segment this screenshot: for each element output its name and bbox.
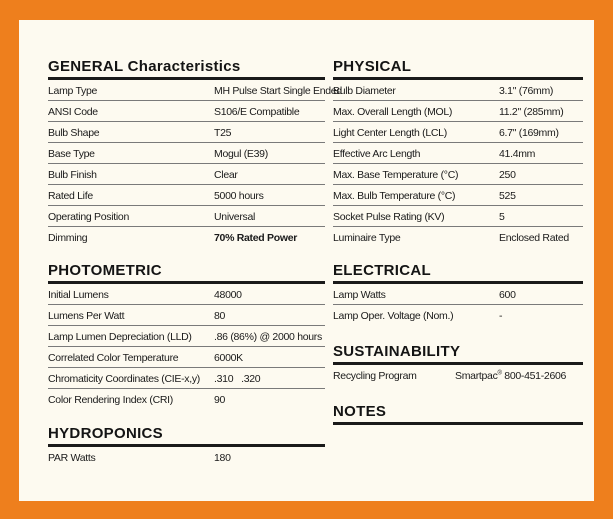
- spec-label: Operating Position: [48, 211, 129, 223]
- spec-row: [48, 164, 325, 185]
- electrical-rows: [333, 284, 583, 325]
- electrical-section: [333, 262, 583, 325]
- spec-row: [48, 185, 325, 206]
- spec-label: Lamp Type: [48, 85, 98, 97]
- spec-label: Bulb Diameter: [333, 85, 396, 97]
- spec-value: 80: [214, 310, 226, 322]
- spec-sheet: [19, 20, 594, 501]
- hydroponics-section: [48, 425, 325, 467]
- spec-label: Lamp Oper. Voltage (Nom.): [333, 310, 454, 322]
- spec-value: 600: [499, 289, 516, 301]
- spec-label: Rated Life: [48, 190, 93, 202]
- physical-rows: [333, 80, 583, 247]
- spec-row: [333, 185, 583, 206]
- electrical-title: ELECTRICAL: [333, 262, 431, 279]
- spec-value: 11.2" (285mm): [499, 106, 564, 118]
- sustainability-rows: [333, 365, 583, 385]
- spec-value: 6.7" (169mm): [499, 127, 559, 139]
- spec-value: T25: [214, 127, 232, 139]
- spec-value: -: [499, 310, 503, 322]
- spec-row: [333, 164, 583, 185]
- hydroponics-title: HYDROPONICS: [48, 425, 163, 442]
- hydroponics-rows: [48, 447, 325, 467]
- spec-label: Socket Pulse Rating (KV): [333, 211, 445, 223]
- general-rows: [48, 80, 342, 247]
- spec-label: Light Center Length (LCL): [333, 127, 447, 139]
- spec-label: Dimming: [48, 232, 88, 244]
- spec-row: [48, 122, 325, 143]
- spec-value: Clear: [214, 169, 238, 181]
- spec-value: 180: [214, 452, 231, 464]
- spec-label: Color Rendering Index (CRI): [48, 394, 173, 406]
- spec-row: [48, 143, 325, 164]
- spec-row: [48, 227, 325, 247]
- general-title: GENERAL Characteristics: [48, 58, 241, 75]
- spec-value: S106/E Compatible: [214, 106, 300, 118]
- spec-label: Chromaticity Coordinates (CIE-x,y): [48, 373, 201, 385]
- spec-value: .310 .320: [214, 373, 261, 385]
- spec-row: [333, 80, 583, 101]
- spec-value: 5000 hours: [214, 190, 264, 202]
- spec-row: [48, 80, 342, 101]
- spec-label: Max. Overall Length (MOL): [333, 106, 453, 118]
- spec-value: 3.1" (76mm): [499, 85, 554, 97]
- spec-value: 6000K: [214, 352, 243, 364]
- spec-row: [48, 368, 325, 389]
- spec-row: [48, 326, 325, 347]
- spec-label: Bulb Finish: [48, 169, 97, 181]
- spec-label: Max. Base Temperature (°C): [333, 169, 459, 181]
- physical-title: PHYSICAL: [333, 58, 412, 75]
- spec-value: 48000: [214, 289, 242, 301]
- photometric-rows: [48, 284, 325, 409]
- spec-row: [333, 143, 583, 164]
- physical-section: [333, 58, 583, 247]
- general-section: [48, 58, 342, 247]
- notes-section: [333, 403, 583, 425]
- spec-label: PAR Watts: [48, 452, 96, 464]
- spec-label: Lamp Lumen Depreciation (LLD): [48, 331, 192, 343]
- spec-label: Initial Lumens: [48, 289, 109, 301]
- spec-value: .86 (86%) @ 2000 hours: [214, 331, 322, 343]
- spec-value: 250: [499, 169, 516, 181]
- spec-label: Effective Arc Length: [333, 148, 421, 160]
- sustainability-title: SUSTAINABILITY: [333, 343, 461, 360]
- spec-row: [48, 389, 325, 409]
- spec-value: Universal: [214, 211, 256, 223]
- photometric-title: PHOTOMETRIC: [48, 262, 162, 279]
- spec-label: Lumens Per Watt: [48, 310, 125, 322]
- spec-row: [333, 101, 583, 122]
- spec-row: [333, 122, 583, 143]
- spec-value: 525: [499, 190, 516, 202]
- spec-label: Max. Bulb Temperature (°C): [333, 190, 456, 202]
- spec-row: [333, 305, 583, 325]
- spec-row: [48, 284, 325, 305]
- notes-title: NOTES: [333, 403, 387, 420]
- spec-row: [48, 305, 325, 326]
- spec-label: ANSI Code: [48, 106, 98, 118]
- spec-value: 70% Rated Power: [214, 232, 298, 244]
- spec-row: [333, 365, 583, 385]
- spec-row: [48, 101, 325, 122]
- spec-value: Enclosed Rated: [499, 232, 569, 244]
- spec-value: 41.4mm: [499, 148, 536, 160]
- recycling-brand: Smartpac: [455, 370, 498, 382]
- spec-label: Recycling Program: [333, 370, 417, 382]
- recycling-phone: 800-451-2606: [501, 370, 567, 382]
- spec-label: Lamp Watts: [333, 289, 386, 301]
- spec-label: Base Type: [48, 148, 95, 160]
- spec-value: 5: [499, 211, 505, 223]
- spec-label: Correlated Color Temperature: [48, 352, 179, 364]
- spec-row: [333, 227, 583, 247]
- spec-value: MH Pulse Start Single Ended: [214, 85, 342, 97]
- spec-label: Bulb Shape: [48, 127, 100, 139]
- notes-rule: [333, 422, 583, 425]
- spec-row: [48, 347, 325, 368]
- spec-row: [48, 206, 325, 227]
- registered-mark: ®: [497, 370, 502, 377]
- spec-row: [333, 206, 583, 227]
- spec-row: [48, 447, 325, 467]
- recycling-program-value: [455, 370, 566, 382]
- spec-label: Luminaire Type: [333, 232, 401, 244]
- sustainability-section: [333, 343, 583, 385]
- spec-value: Mogul (E39): [214, 148, 268, 160]
- spec-value: 90: [214, 394, 226, 406]
- spec-row: [333, 284, 583, 305]
- photometric-section: [48, 262, 325, 409]
